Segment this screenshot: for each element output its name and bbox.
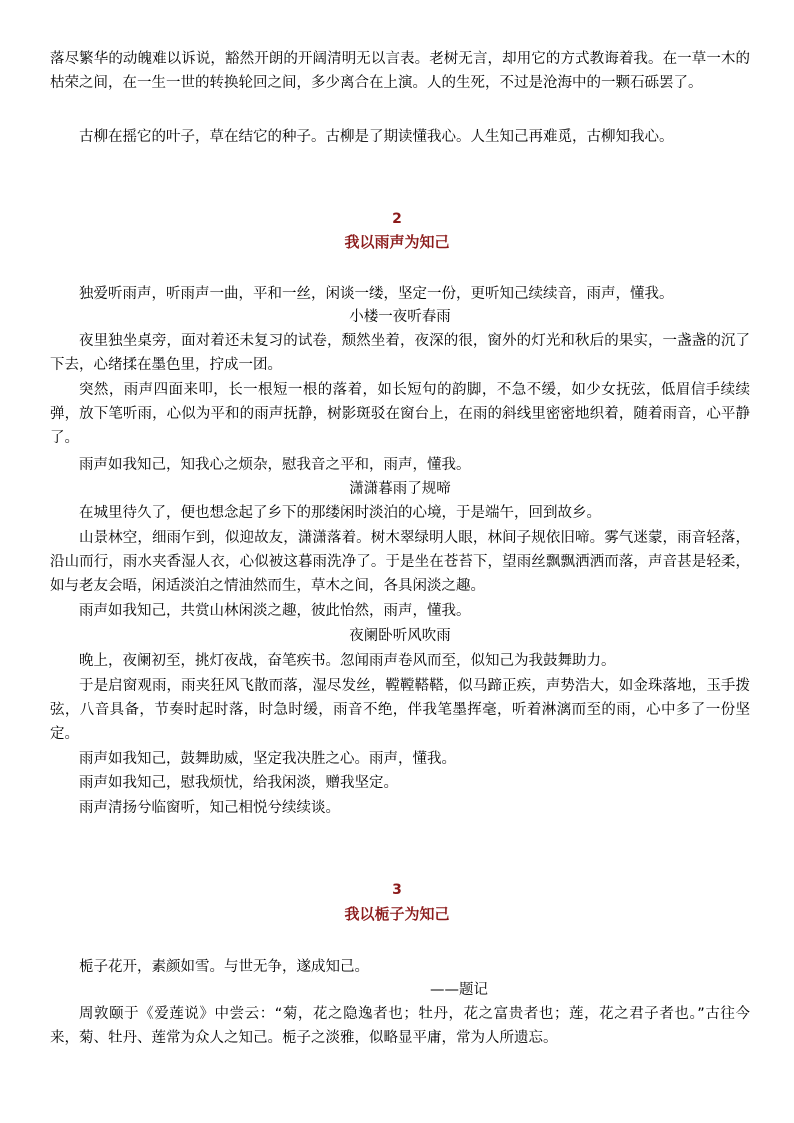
section-2-subheading-3: 夜阑卧听风吹雨 xyxy=(349,628,451,644)
section-2-paragraph-8: 于是启窗观雨，雨夹狂风飞散而落，湿尽发丝，鞺鞺鞳鞳，似马蹄正疾，声势浩大，如金珠落地，玉手拨弦，八音具备，节奏时起时落，时急时缓，雨音不绝，伴我笔墨挥毫，听着淋漓而至的雨，心中多了一份坚定。 xyxy=(50,678,750,742)
section-2-paragraph-5: 山景林空，细雨乍到，似迎故友，潇潇落着。树木翠绿明人眼，林间子规依旧啼。雾气迷蒙，雨音轻落，沿山而行，雨水夹香湿人衣，心似被这暮雨洗净了。于是坐在苍苔下，望雨丝飘飘洒洒而落，声音甚是轻柔，如与老友会晤，闲适淡泊之情油然而生，草木之间，各具闲淡之趣。 xyxy=(50,530,750,594)
section-3-title: 我以栀子为知己 xyxy=(344,905,450,923)
section-2-subheading-2: 潇潇暮雨了规啼 xyxy=(349,481,451,497)
section-3-paragraph-1: 周敦颐于《爱莲说》中尝云：“菊，花之隐逸者也；牡丹，花之富贵者也；莲，花之君子者也。”古往今来，菊、牡丹、莲常为众人之知己。栀子之淡雅，似略显平庸，常为人所遗忘。 xyxy=(50,1006,750,1046)
section-2-paragraph-2: 突然，雨声四面来叩，长一根短一根的落着，如长短句的韵脚，不急不缓，如少女抚弦，低眉信手续续弹，放下笔听雨，心似为平和的雨声抚静，树影斑驳在窗台上，在雨的斜线里密密地织着，随着雨音，心平静了。 xyxy=(50,382,750,446)
section-2-subheading-1: 小楼一夜听春雨 xyxy=(349,309,451,325)
section-2-paragraph-9: 雨声如我知己，鼓舞助威，坚定我决胜之心。雨声，懂我。 xyxy=(79,751,456,767)
section-2-paragraph-3: 雨声如我知己，知我心之烦杂，慰我音之平和，雨声，懂我。 xyxy=(79,457,471,473)
section-2-paragraph-4: 在城里待久了，便也想念起了乡下的那缕闲时淡泊的心境，于是端午，回到故乡。 xyxy=(79,505,601,521)
section-2-number: 2 xyxy=(392,211,402,227)
intro-paragraph-2: 古柳在摇它的叶子，草在结它的种子。古柳是了期读懂我心。人生知己再难觅，古柳知我心。 xyxy=(79,129,674,145)
section-2-title: 我以雨声为知己 xyxy=(344,233,450,251)
section-2-paragraph-1: 夜里独坐桌旁，面对着还未复习的试卷，颓然坐着，夜深的很，窗外的灯光和秋后的果实，一盏盏的沉了下去，心绪揉在墨色里，拧成一团。 xyxy=(50,333,750,373)
section-3-number: 3 xyxy=(392,882,402,898)
section-2-paragraph-6: 雨声如我知己，共赏山林闲淡之趣，彼此怡然，雨声，懂我。 xyxy=(79,603,471,619)
section-2-paragraph-7: 晚上，夜阑初至，挑灯夜战，奋笔疾书。忽闻雨声卷风而至，似知己为我鼓舞助力。 xyxy=(79,653,616,669)
section-3-epigraph: ——题记 xyxy=(430,982,488,998)
section-3-lead: 栀子花开，素颜如雪。与世无争，遂成知己。 xyxy=(79,959,369,975)
section-2-lead: 独爱听雨声，听雨声一曲，平和一丝，闲谈一缕，坚定一份，更听知己续续音，雨声，懂我。 xyxy=(79,286,674,302)
intro-paragraph-1: 落尽繁华的动魄难以诉说，豁然开朗的开阔清明无以言表。老树无言，却用它的方式教诲着我。在一草一木的枯荣之间，在一生一世的转换轮回之间，多少离合在上演。人的生死，不过是沧海中的一颗石砾罢了。 xyxy=(50,51,750,91)
section-2-paragraph-10: 雨声如我知己，慰我烦忧，给我闲淡，赠我坚定。 xyxy=(79,775,398,791)
section-2-paragraph-11: 雨声清扬兮临窗听，知己相悦兮续续谈。 xyxy=(79,800,340,816)
